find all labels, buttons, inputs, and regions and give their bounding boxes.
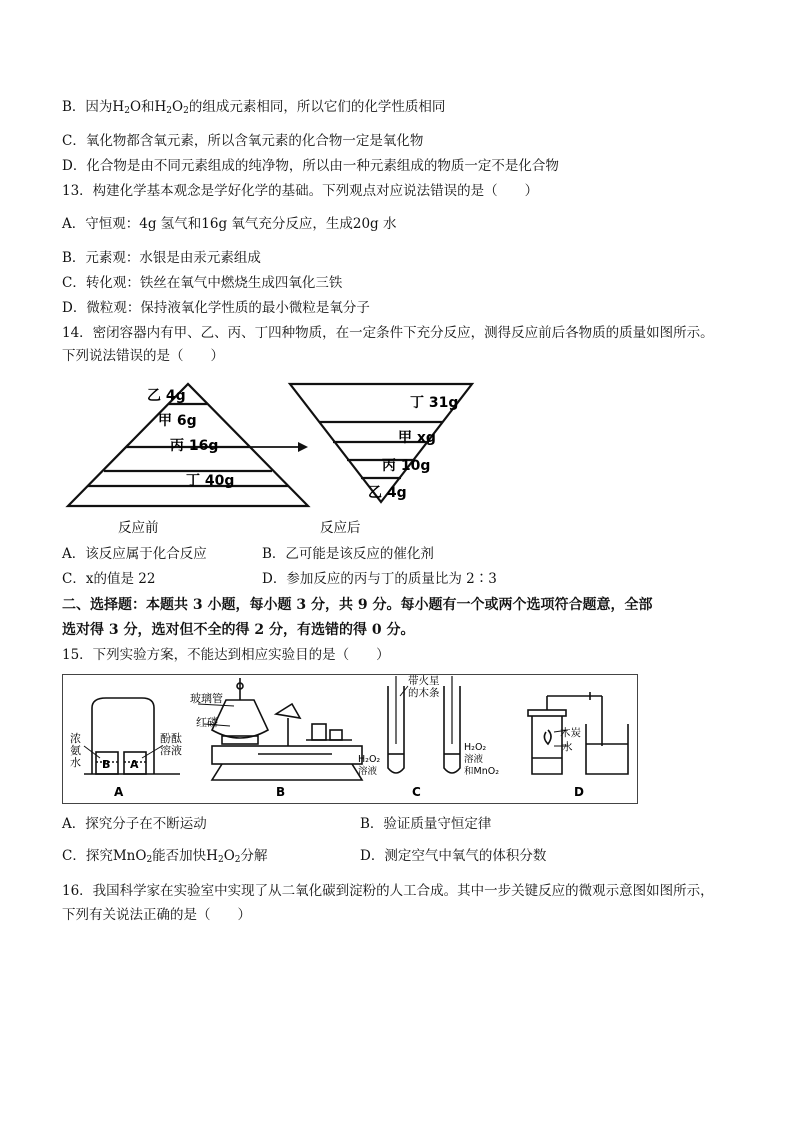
q12-option-c: C．氧化物都含氧元素，所以含氧元素的化合物一定是氧化物 bbox=[62, 133, 424, 149]
label-glowing-splint-2: 的木条 bbox=[408, 687, 440, 699]
before-label-jia: 甲 6g bbox=[158, 413, 197, 429]
section-2-heading-line2: 选对得 3 分，选对但不全的得 2 分，有选错的得 0 分。 bbox=[62, 622, 415, 638]
q13-option-a: A．守恒观：4g 氢气和16g 氧气充分反应，生成20g 水 bbox=[62, 216, 397, 232]
label-charcoal: 木炭 bbox=[560, 727, 581, 739]
label-ammonia-2: 氨 bbox=[70, 744, 81, 757]
beaker-b-label: B bbox=[102, 758, 111, 771]
label-h2o2-mno2: 和MnO₂ bbox=[464, 766, 500, 777]
label-red-phosphorus: 红磷 bbox=[196, 716, 218, 729]
q14-stem-line1: 14．密闭容器内有甲、乙、丙、丁四种物质，在一定条件下充分反应，测得反应前后各物质的质量如图所示。 bbox=[62, 325, 714, 341]
label-glowing-splint-1: 带火星 bbox=[408, 675, 440, 687]
label-h2o2-solution-2: H₂O₂ bbox=[464, 742, 487, 753]
q13-stem: 13．构建化学基本观念是学好化学的基础。下列观点对应说法错误的是（ ） bbox=[62, 183, 539, 199]
label-phenolphthalein-1: 酚酞 bbox=[160, 732, 182, 745]
beaker-a-label: A bbox=[130, 758, 139, 771]
section-2-heading-line1: 二、选择题：本题共 3 小题，每小题 3 分，共 9 分。每小题有一个或两个选项符合题意，全部 bbox=[62, 597, 653, 613]
q15-option-b: B．验证质量守恒定律 bbox=[360, 816, 492, 832]
q13-option-d: D．微粒观：保持液氧化学性质的最小微粒是氧分子 bbox=[62, 300, 370, 316]
label-h2o2-solution-1b: 溶液 bbox=[358, 766, 378, 777]
label-h2o2-solution-2b: 溶液 bbox=[464, 754, 484, 765]
q16-stem-line2: 下列有关说法正确的是（ ） bbox=[62, 907, 251, 923]
q13-option-b: B．元素观：水银是由汞元素组成 bbox=[62, 250, 261, 266]
after-label-jia: 甲 xg bbox=[398, 430, 436, 446]
label-h2o2-solution-1: H₂O₂ bbox=[358, 754, 381, 765]
q12-option-b: B．因为$H_2O$和$H_2O_2$的组成元素相同，所以它们的化学性质相同 bbox=[62, 99, 446, 116]
q12-option-d: D．化合物是由不同元素组成的纯净物，所以由一种元素组成的物质一定不是化合物 bbox=[62, 158, 559, 174]
caption-a: A bbox=[114, 785, 124, 799]
before-label-yi: 乙 4g bbox=[147, 388, 186, 404]
label-glass-tube: 玻璃管 bbox=[190, 692, 223, 705]
q13-option-c: C．转化观：铁丝在氧气中燃烧生成四氧化三铁 bbox=[62, 275, 343, 291]
q15-experiment-figure bbox=[62, 674, 638, 804]
q15-option-c: C．探究MnO$_2$能否加快$H_2O_2$分解 bbox=[62, 848, 268, 865]
after-label-yi: 乙 4g bbox=[368, 485, 407, 501]
caption-after: 反应后 bbox=[320, 520, 361, 536]
q14-mass-pyramid-figure bbox=[62, 378, 482, 538]
after-label-ding: 丁 31g bbox=[410, 395, 459, 411]
q15-stem: 15．下列实验方案，不能达到相应实验目的是（ ） bbox=[62, 647, 390, 663]
caption-c: C bbox=[412, 785, 421, 799]
q14-stem-line2: 下列说法错误的是（ ） bbox=[62, 348, 224, 364]
label-phenolphthalein-2: 溶液 bbox=[160, 744, 182, 757]
before-label-ding: 丁 40g bbox=[186, 473, 235, 489]
q15-option-d: D．测定空气中氧气的体积分数 bbox=[360, 848, 547, 864]
before-label-bing: 丙 16g bbox=[170, 438, 219, 454]
label-water: 水 bbox=[562, 741, 573, 753]
q14-option-d: D．参加反应的丙与丁的质量比为 2∶3 bbox=[262, 571, 497, 587]
caption-before: 反应前 bbox=[118, 520, 159, 536]
q14-option-c: C．x的值是 22 bbox=[62, 571, 156, 587]
caption-d: D bbox=[574, 785, 584, 799]
after-label-bing: 丙 10g bbox=[382, 458, 431, 474]
q15-option-a: A．探究分子在不断运动 bbox=[62, 816, 207, 832]
label-ammonia-1: 浓 bbox=[70, 732, 81, 745]
label-ammonia-3: 水 bbox=[70, 756, 81, 769]
q14-option-a: A．该反应属于化合反应 bbox=[62, 546, 207, 562]
q14-option-b: B．乙可能是该反应的催化剂 bbox=[262, 546, 434, 562]
caption-b: B bbox=[276, 785, 286, 799]
q16-stem-line1: 16．我国科学家在实验室中实现了从二氧化碳到淀粉的人工合成。其中一步关键反应的微观示意图如图所示， bbox=[62, 883, 714, 899]
